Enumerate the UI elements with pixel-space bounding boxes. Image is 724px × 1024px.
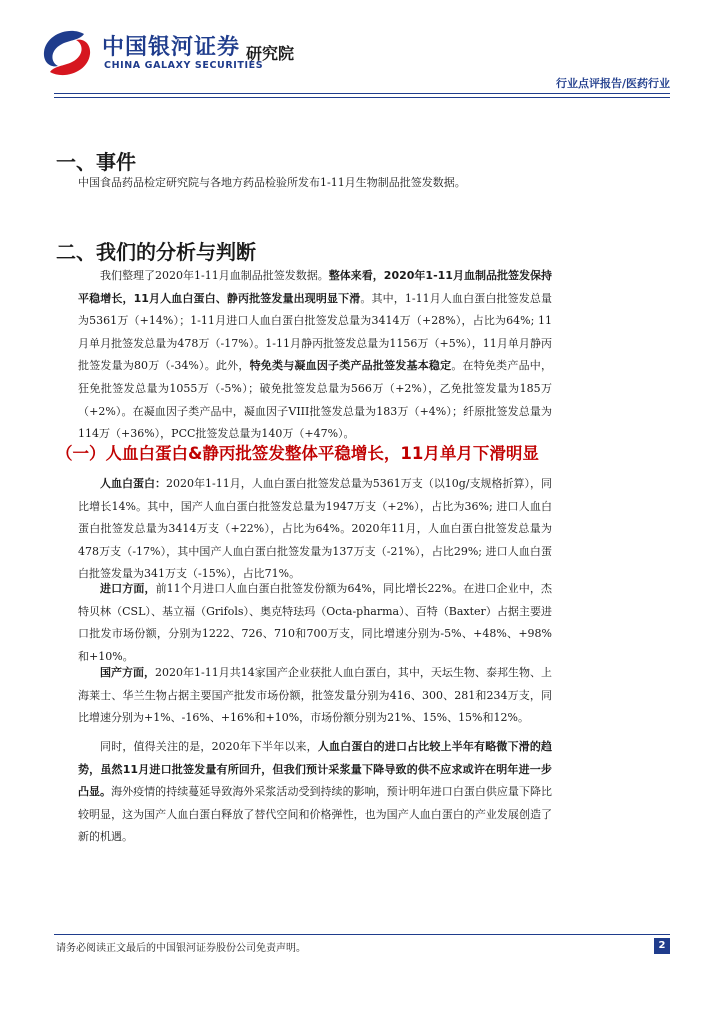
- page-number: 2: [654, 938, 670, 954]
- section-heading-event: 一、事件: [56, 150, 136, 174]
- brand-name-cn: 中国银河证券: [102, 35, 241, 60]
- albumin-paragraph: [78, 473, 552, 586]
- footer-disclaimer: 请务必阅读正文最后的中国银河证券股份公司免责声明。: [56, 943, 306, 954]
- header-divider: [54, 93, 670, 94]
- page-header: [0, 0, 724, 100]
- brand-institute: 研究院: [246, 44, 295, 63]
- emphasis-text: 人血白蛋白：: [100, 477, 167, 490]
- analysis-paragraph: [78, 265, 552, 446]
- emphasis-text: 国产方面，: [100, 666, 156, 679]
- body-text: 2020年1-11月共14家国产企业获批人血白蛋白，其中，天坛生物、泰邦生物、上海莱士、华兰生物占据主要国产批发市场份额，批签发量分别为416、300、281和234万支，同比增速分别为+1%、-16%、+16%和+10%，市场份额分别为21%、15%、15%和12%。: [78, 666, 553, 725]
- emphasis-text: 整体来看，2020年1-11月血制品批签发保持平稳增长，11月人血白蛋白、静丙批签发量出现明显下滑: [78, 269, 552, 305]
- body-text: 我们整理了2020年1-11月血制品批签发数据。: [100, 269, 329, 282]
- domestic-paragraph: [78, 662, 552, 730]
- subsection-heading-albumin: （一）人血白蛋白&静丙批签发整体平稳增长，11月单月下滑明显: [56, 444, 539, 463]
- header-divider-thin: [54, 97, 670, 98]
- galaxy-logo-icon: [40, 28, 94, 78]
- body-text: 。在特免类产品中，狂免批签发总量为1055万（-5%）；破免批签发总量为566万（+2%），乙免批签发量为185万（+2%）。在凝血因子类产品中，凝血因子VIII批签发总量为183万（+4%）；纤原批签发总量为114万（+36%），PCC批签发总量为140万（+47%）。: [78, 359, 552, 441]
- emphasis-text: 人血白蛋白的进口占比较上半年有略微下滑的趋势，虽然11月进口批签发量有所回升，但我们预计采浆量下降导致的供不应求或许在明年进一步凸显。: [78, 740, 553, 799]
- outlook-paragraph: [78, 736, 552, 849]
- body-text: 。其中，1-11月人血白蛋白批签发总量为5361万（+14%）；1-11月进口人血白蛋白批签发总量为3414万（+28%），占比为64%; 11月单月批签发总量为478万（-17%）。1-11月静丙批签发总量为1156万（+5%），11月单月静丙批签发量为80万（-34%）。此外，: [78, 291, 552, 373]
- body-text: 前11个月进口人血白蛋白批签发份额为64%，同比增长22%。在进口企业中，杰特贝林（CSL）、基立福（Grifols）、奥克特珐玛（Octa-pharma）、百特（Baxter）占据主要进口批发市场份额，分别为1222、726、710和700万支，同比增速分别为-5%、+48%、+98%和+10%。: [78, 582, 552, 663]
- emphasis-text: 进口方面，: [100, 582, 156, 595]
- footer-divider: [54, 934, 670, 935]
- emphasis-text: 特免类与凝血因子类产品批签发基本稳定: [249, 359, 452, 373]
- brand-name-en: CHINA GALAXY SECURITIES: [104, 60, 264, 71]
- body-text: 同时，值得关注的是，2020年下半年以来，: [100, 740, 318, 753]
- import-paragraph: [78, 578, 552, 668]
- report-type-label: 行业点评报告/医药行业: [555, 77, 670, 90]
- body-text: 海外疫情的持续蔓延导致海外采浆活动受到持续的影响，预计明年进口白蛋白供应量下降比较明显，这为国产人血白蛋白释放了替代空间和价格弹性，也为国产人血白蛋白的产业发展创造了新的机遇。: [78, 785, 553, 844]
- body-text: 2020年1-11月，人血白蛋白批签发总量为5361万支（以10g/支规格折算），同比增长14%。其中，国产人血白蛋白批签发总量为1947万支（+2%），占比为36%; 进口人血白蛋白批签发总量为3414万支（+22%），占比为64%。2020年11月，人血白蛋白批签发总量为478万支（-17%），其中国产人血白蛋白批签发量为137万支（-21%），占比29%; 进口人血白蛋白批签发量为341万支（-15%），占比71%。: [78, 477, 552, 581]
- event-text: 中国食品药品检定研究院与各地方药品检验所发布1-11月生物制品批签发数据。: [78, 176, 466, 189]
- section-heading-analysis: 二、我们的分析与判断: [56, 240, 256, 264]
